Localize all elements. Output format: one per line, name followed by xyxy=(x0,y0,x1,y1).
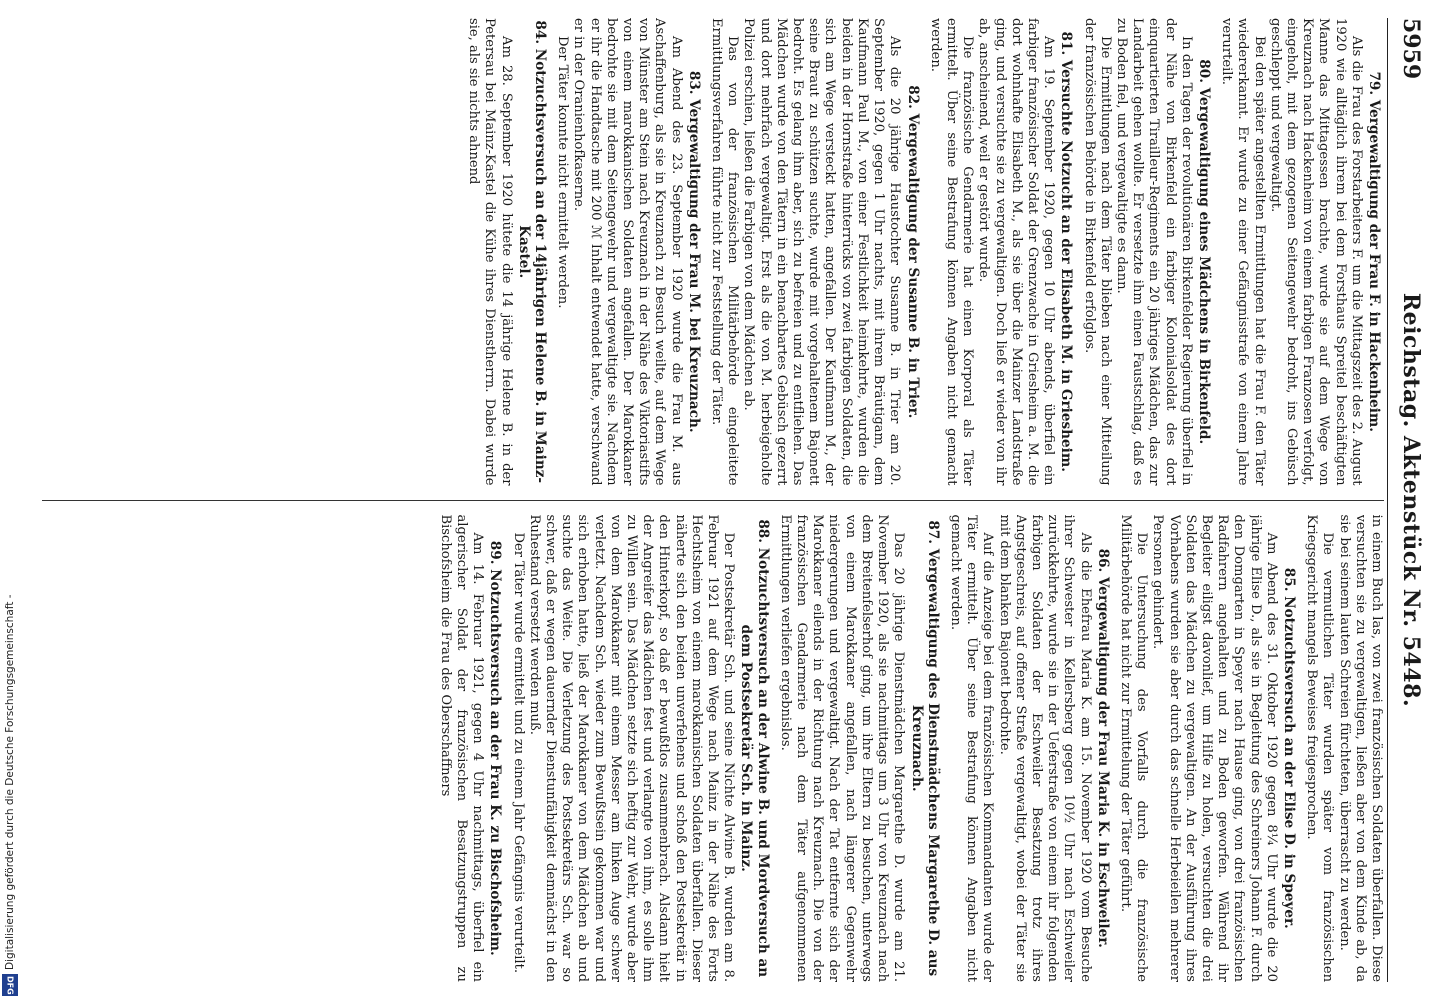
page-number: 5959 xyxy=(1398,18,1424,80)
column-divider xyxy=(42,500,1384,501)
left-column xyxy=(42,18,1384,486)
page-title: Reichstag. Aktenstück Nr. 5448. xyxy=(1398,292,1424,708)
section-paragraph: Am 28. September 1920 hütete die 14 jährige Helene B. in der Petersau bei Mainz-Kastel die Kühe ihres Dienstherrn. Dabei wurde sie, als sie nichts ahnend xyxy=(466,18,514,486)
report-section xyxy=(1117,515,1297,983)
section-paragraph: In den Tagen der revolutionären Birkenfelder Regierung überfiel in der Nähe von Birkenfeld ein farbiger Kolonialsoldat des dort einquartierten Tirailleur-Regiments ein 20 jähriges Mädchen, das zur Landarbeit gehen wollte. Er versetzte ihm einen Faustschlag, daß es zu Boden fiel, und vergewaltigte es dann. xyxy=(1113,18,1194,486)
section-heading: 88. Notzuchtsversuch an der Alwine B. und Mordversuch an dem Postsekretär Sch. in Mainz. xyxy=(738,519,771,978)
report-section xyxy=(947,515,1111,983)
section-paragraph: in einem Buch las, von zwei französischen Soldaten überfallen. Diese versuchten sie zu vergewaltigen, ließen aber von dem Kinde ab, da sie bei seinem lauten Schreien fürchteten, überrascht zu werden. xyxy=(1336,514,1384,982)
dfg-credit xyxy=(0,0,22,1000)
section-paragraph: Am 19. September 1920, gegen 10 Uhr abends, überfiel ein farbiger französischer Soldat der Grenzwache in Griesheim a. M. die dort wohnhafte Elisabeth M., als sie über die Mainzer Landstraße ging, und versuchte sie zu vergewaltigen. Doch ließ er wieder von ihr ab, anscheinend, weil er gestört wurde. xyxy=(976,18,1057,486)
section-heading: 87. Vergewaltigung des Dienstmädchens Margarethe D. aus Kreuznach. xyxy=(908,520,941,977)
section-heading: 84. Notzuchtsversuch an der 14jährigen Helene B. in Mainz-Kastel. xyxy=(515,20,549,484)
document-page xyxy=(32,0,1434,1000)
section-paragraph: Die Untersuchung des Vorfalls durch die französische Militärbehörde hat nicht zur Ermittelung der Täter geführt. xyxy=(1117,514,1150,982)
section-paragraph: Der Postsekretär Sch. und seine Nichte Alwine B. wurden am 8. Februar 1921 auf dem Wege nach Mainz in der Nähe des Forts Hechtsheim von einem marokkanischen Soldaten überfallen. Dieser näherte sich den beiden unverfehens und schoß den Postsekretär in den Hinterkopf, so daß er bewußtlos zusammenbrach. Alsdann hielt der Angreifer das Mädchen fest und verlangte von ihm, es solle ihm zu Willen sein. Das Mädchen setzte sich heftig zur Wehr, wurde aber von dem Marokkaner mit einem Messer am linken Auge schwer verletzt. Nachdem Sch. wieder zum Bewußtsein gekommen war und sich erhoben hatte, ließ der Marokkaner von dem Mädchen ab und suchte das Weite. Die Verletzung des Postsekretärs Sch. war so schwer, daß er wegen dauernder Dienstunfähigkeit demnächst in den Ruhestand versetzt werden muß. xyxy=(526,514,737,982)
right-column xyxy=(42,515,1384,983)
report-section xyxy=(1218,18,1382,486)
page-header xyxy=(1387,18,1428,982)
text-columns xyxy=(42,18,1384,982)
credit-text: Digitalisierung gefördert durch die Deutsche Forschungsgemeinschaft - xyxy=(4,594,16,970)
section-paragraph: Als die 20 jährige Haustochter Susanne B. in Trier am 20. September 1920, gegen 1 Uhr nachts, mit ihrem Bräutigam, dem Kaufmann Paul M., von einer Festlichkeit heimkehrte, wurden die beiden in der Hornstraße hinterrücks von zwei farbigen Soldaten, die sich am Wege versteckt hatten, angefallen. Der Kaufmann M., der seine Braut zu schützen suchte, wurde mit vorgehaltenem Bajonett bedroht. Es gelang ihm aber, sich zu befreien und zu entfliehen. Das Mädchen wurde von den Tätern in ein benachbartes Gebüsch gezerrt und dort mehrfach vergewaltigt. Erst als die von M. herbeigeholte Polizei erschien, ließen die Farbigen von dem Mädchen ab. xyxy=(741,18,903,486)
report-section xyxy=(777,515,941,983)
report-section xyxy=(554,18,702,486)
section-heading: 83. Vergewaltigung der Frau M. bei Kreuznach. xyxy=(685,70,702,433)
section-heading: 79. Vergewaltigung der Frau F. in Hackenheim. xyxy=(1366,71,1382,433)
section-paragraph: Das 20 jährige Dienstmädchen Margarethe D. wurde am 21. November 1920, als sie nachmittags um 3 Uhr von Kreuznach nach dem Breitenfelserhof ging, um ihre Eltern zu besuchen, unterwegs von einem Marokkaner angefallen, nach längerer Gegenwehr niedergerungen und vergewaltigt. Nach der Tat entfernte sich der Marokkaner eilends in der Richtung nach Kreuznach. Die von der französischen Gendarmerie nach dem Täter aufgenommenen Ermittlungen verliefen ergebnislos. xyxy=(777,514,907,982)
section-paragraph: Die vermutlichen Täter wurden später vom französischen Kriegsgericht mangels Beweises freigesprochen. xyxy=(1304,514,1336,982)
section-paragraph: Auf die Anzeige bei dem französischen Kommandanten wurde der Täter ermittelt. Über seine Bestrafung können Angaben nicht gemacht werden. xyxy=(947,514,996,982)
section-paragraph: Der Täter wurde ermittelt und zu einem Jahr Gefängnis verurteilt. xyxy=(510,532,526,974)
section-paragraph: Am 14. Februar 1921, gegen 4 Uhr nachmittags, überfiel ein algerischer Soldat der französischen Besatzungstruppen zu Bischofsheim die Frau des Oberschaffners xyxy=(437,514,486,982)
section-paragraph: Am Abend des 31. Oktober 1920 gegen 8¼ Uhr wurde die 20 jährige Elise D., als sie in Begleitung des Schreiners Johann F. durch den Domgarten in Speyer nach Hause ging, von drei französischen Radfahrern angehalten und zu Boden geworfen. Während ihr Begleiter eiligst davonlief, um Hilfe zu holen, versuchten die drei Soldaten das Mädchen zu vergewaltigen. An der Ausführung ihres Vorhabens wurden sie aber durch das schnelle Herbeieilen mehrerer Personen gehindert. xyxy=(1150,514,1279,982)
section-paragraph: Bei den später angestellten Ermittlungen hat die Frau F. den Täter wiedererkannt. Er wurde zu einer Gefängnisstrafe von einem Jahre verurteilt. xyxy=(1219,18,1267,486)
section-heading: 81. Versuchte Notzucht an der Elisabeth M. in Griesheim. xyxy=(1058,31,1075,472)
section-heading: 86. Vergewaltigung der Frau Maria K. in Eschweiler. xyxy=(1094,548,1111,948)
section-heading: 85. Notzuchtsversuch an der Elise D. in Speyer. xyxy=(1280,567,1297,929)
section-paragraph: Als die Frau des Forstarbeiters F. um die Mittagszeit des 2. August 1920 wie alltäglich ihrem bei dem Forsthaus Spreitel beschäftigten Manne das Mittagessen brachte, wurde sie auf dem Wege von Kreuznach nach Hackenheim von einem farbigen Franzosen verfolgt, eingeholt, mit dem gezogenen Seitengewehr bedroht, ins Gebüsch geschleppt und vergewaltigt. xyxy=(1267,18,1364,486)
report-section xyxy=(708,18,921,486)
section-paragraph: Der Täter konnte nicht ermittelt werden. xyxy=(555,36,571,309)
section-paragraph: Als die Ehefrau Maria K. am 15. November 1920 vom Besuche ihrer Schwester in Kellersberg gegen 10½ Uhr nach Eschweiler zurückkehrte, wurde sie in der Ueferstraße von einem ihr folgenden farbigen Soldaten der Eschweiler Besatzung trotz ihres Angstgeschreis, auf offener Straße vergewaltigt, wobei der Täter sie mit dem blanken Bajonett bedrohte. xyxy=(996,514,1093,982)
report-section xyxy=(437,515,504,983)
dfg-logo: DFG xyxy=(2,974,18,996)
report-section xyxy=(465,18,548,486)
report-section xyxy=(509,515,770,983)
section-heading: 80. Vergewaltigung eines Mädchens in Birkenfeld. xyxy=(1195,59,1212,445)
section-paragraph: Am Abend des 23. September 1920 wurde die Frau M. aus Aschaffenburg, als sie in Kreuznach zu Besuch weilte, auf dem Wege von Münster am Stein nach Kreuznach in der Nähe des Viktoriastifts von einem marokkanischen Soldaten angefallen. Der Marokkaner bedrohte sie mit dem Seitengewehr und vergewaltigte sie. Nachdem er ihr die Handtasche mit 200 ℳ Inhalt entwendet hatte, verschwand er in der Oranienhofkaserne. xyxy=(571,18,684,486)
section-paragraph: Das von der französischen Militärbehörde eingeleitete Ermittlungsverfahren führte nicht zur Feststellung der Täter. xyxy=(709,18,741,486)
report-section xyxy=(1080,18,1212,486)
section-heading: 89. Notzuchtsversuch an der Frau K. zu Bischofsheim. xyxy=(487,540,504,956)
section-paragraph: Die Ermittlungen nach dem Täter blieben nach einer Mitteilung der französischen Behörde in Birkenfeld erfolglos. xyxy=(1081,18,1113,486)
report-section xyxy=(927,18,1075,486)
section-heading: 82. Vergewaltigung der Susanne B. in Trier. xyxy=(904,85,921,419)
report-section xyxy=(1303,515,1384,983)
section-paragraph: Die französische Gendarmerie hat einen Korporal als Täter ermittelt. Über seine Bestrafung können Angaben nicht gemacht werden. xyxy=(927,18,976,486)
